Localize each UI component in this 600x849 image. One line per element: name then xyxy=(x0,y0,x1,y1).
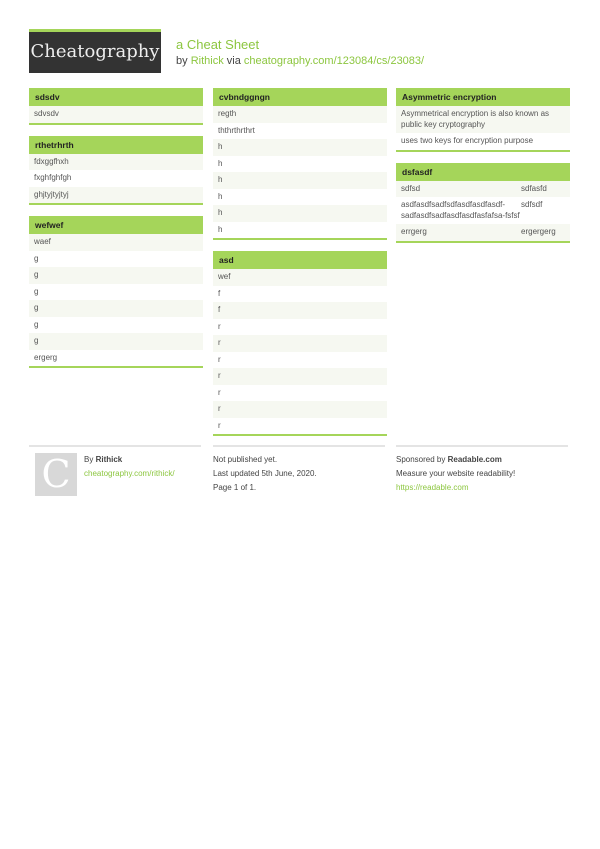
via-label: via xyxy=(226,55,241,67)
section-header: sdsdv xyxy=(29,88,203,106)
table-row xyxy=(213,335,387,352)
table-row xyxy=(213,368,387,385)
sheet-url-link[interactable]: cheatography.com/123084/cs/23083/ xyxy=(243,55,425,67)
sponsor-name: Readable.com xyxy=(447,455,502,464)
cell: g xyxy=(34,286,39,296)
section-rthetrhrth xyxy=(29,136,203,206)
cell: regth xyxy=(218,109,237,118)
table-row xyxy=(29,300,203,317)
cell: ergerg xyxy=(34,352,58,362)
cell: sdfasfd xyxy=(521,183,547,193)
cell: g xyxy=(34,253,39,263)
by-label: by xyxy=(176,55,188,67)
cell: g xyxy=(34,319,39,329)
table-row xyxy=(29,284,203,301)
cell: waef xyxy=(34,237,51,246)
table-row xyxy=(29,170,203,187)
cell: sdvsdv xyxy=(34,109,59,118)
table-row xyxy=(213,156,387,173)
cell: r xyxy=(218,404,221,413)
footer-author-link[interactable]: cheatography.com/rithick/ xyxy=(84,469,175,478)
table-row xyxy=(213,222,387,239)
table-row xyxy=(29,350,203,367)
cell: h xyxy=(218,175,223,184)
cell: h xyxy=(218,158,223,168)
cell: ththrthrthrt xyxy=(218,125,255,135)
cell: asdfasdfsadfsdfasdfasdfasdf-sadfasdfsadfasdfasdfasfafsa-fsfsf xyxy=(401,200,520,220)
table-row xyxy=(29,251,203,268)
table-row xyxy=(213,205,387,222)
cell: Asymmetrical encryption is also known as public key cryptography xyxy=(401,109,550,129)
cell: g xyxy=(34,336,39,345)
cell: g xyxy=(34,270,39,279)
table-row xyxy=(396,224,570,241)
cell: r xyxy=(218,338,221,347)
column-1 xyxy=(29,88,203,379)
section-header: Asymmetric encryption xyxy=(396,88,570,106)
sponsor-tagline: Measure your website readability! xyxy=(396,469,516,478)
sheet-title: a Cheat Sheet xyxy=(176,37,260,52)
cell: fdxggfhxh xyxy=(34,156,69,166)
footer-meta xyxy=(213,445,385,495)
author-link[interactable]: Rithick xyxy=(190,55,224,67)
cell: fxghfghfgh xyxy=(34,173,72,182)
cell: g xyxy=(34,303,39,312)
table-row xyxy=(396,133,570,150)
cell: sdfsdf xyxy=(521,200,543,209)
table-row xyxy=(213,172,387,189)
table-row xyxy=(213,189,387,206)
table-row xyxy=(29,187,203,204)
section-header: rthetrhrth xyxy=(29,136,203,154)
cell: ergergerg xyxy=(521,227,556,236)
table-row xyxy=(29,234,203,251)
table-row xyxy=(213,106,387,123)
sponsor-prefix: Sponsored by xyxy=(396,455,446,464)
cell: r xyxy=(218,354,221,364)
section-header: wefwef xyxy=(29,216,203,234)
table-row xyxy=(396,181,570,198)
table-row xyxy=(29,267,203,284)
cell: h xyxy=(218,142,223,151)
cell: h xyxy=(218,224,223,234)
page-number: Page 1 of 1. xyxy=(213,483,257,492)
table-row xyxy=(29,317,203,334)
cheatography-logo[interactable]: Cheatography xyxy=(29,29,161,73)
section-header: cvbndggngn xyxy=(213,88,387,106)
table-row xyxy=(213,302,387,319)
cell: f xyxy=(218,305,221,314)
section-asymmetric-encryption xyxy=(396,88,570,152)
table-row xyxy=(213,286,387,303)
footer-by: By xyxy=(84,455,94,464)
last-updated: Last updated 5th June, 2020. xyxy=(213,469,317,478)
column-2 xyxy=(213,88,387,447)
cell: r xyxy=(218,321,221,331)
footer-author-name: Rithick xyxy=(95,455,123,464)
section-sdsdv xyxy=(29,88,203,125)
cell: h xyxy=(218,208,223,217)
table-row xyxy=(213,319,387,336)
table-row xyxy=(396,106,570,133)
section-dsfasdf xyxy=(396,163,570,243)
cell: sdfsd xyxy=(401,183,421,193)
column-3 xyxy=(396,88,570,254)
section-wefwef xyxy=(29,216,203,368)
section-asd xyxy=(213,251,387,436)
table-row xyxy=(29,154,203,171)
cell: wef xyxy=(218,272,231,281)
table-row xyxy=(396,197,570,224)
publish-status: Not published yet. xyxy=(213,455,278,464)
cell: h xyxy=(218,191,223,201)
table-row xyxy=(213,269,387,286)
cell: errgerg xyxy=(401,227,427,236)
byline xyxy=(176,55,424,67)
table-row xyxy=(213,352,387,369)
sponsor-link[interactable]: https://readable.com xyxy=(396,483,469,492)
footer-author xyxy=(29,445,201,513)
cell: r xyxy=(218,371,221,380)
table-row xyxy=(213,385,387,402)
cell: r xyxy=(218,387,221,397)
cell: f xyxy=(218,288,221,298)
cell: r xyxy=(218,420,221,430)
cell: uses two keys for encryption purpose xyxy=(401,136,534,145)
table-row xyxy=(213,418,387,435)
footer-sponsor xyxy=(396,445,568,495)
table-row xyxy=(213,139,387,156)
table-row xyxy=(213,123,387,140)
cell: ghjtyjtyjtyj xyxy=(34,189,69,199)
section-header: asd xyxy=(213,251,387,269)
avatar: C xyxy=(35,453,77,496)
table-row xyxy=(29,333,203,350)
section-cvbndggngn xyxy=(213,88,387,240)
table-row xyxy=(29,106,203,123)
section-header: dsfasdf xyxy=(396,163,570,181)
table-row xyxy=(213,401,387,418)
